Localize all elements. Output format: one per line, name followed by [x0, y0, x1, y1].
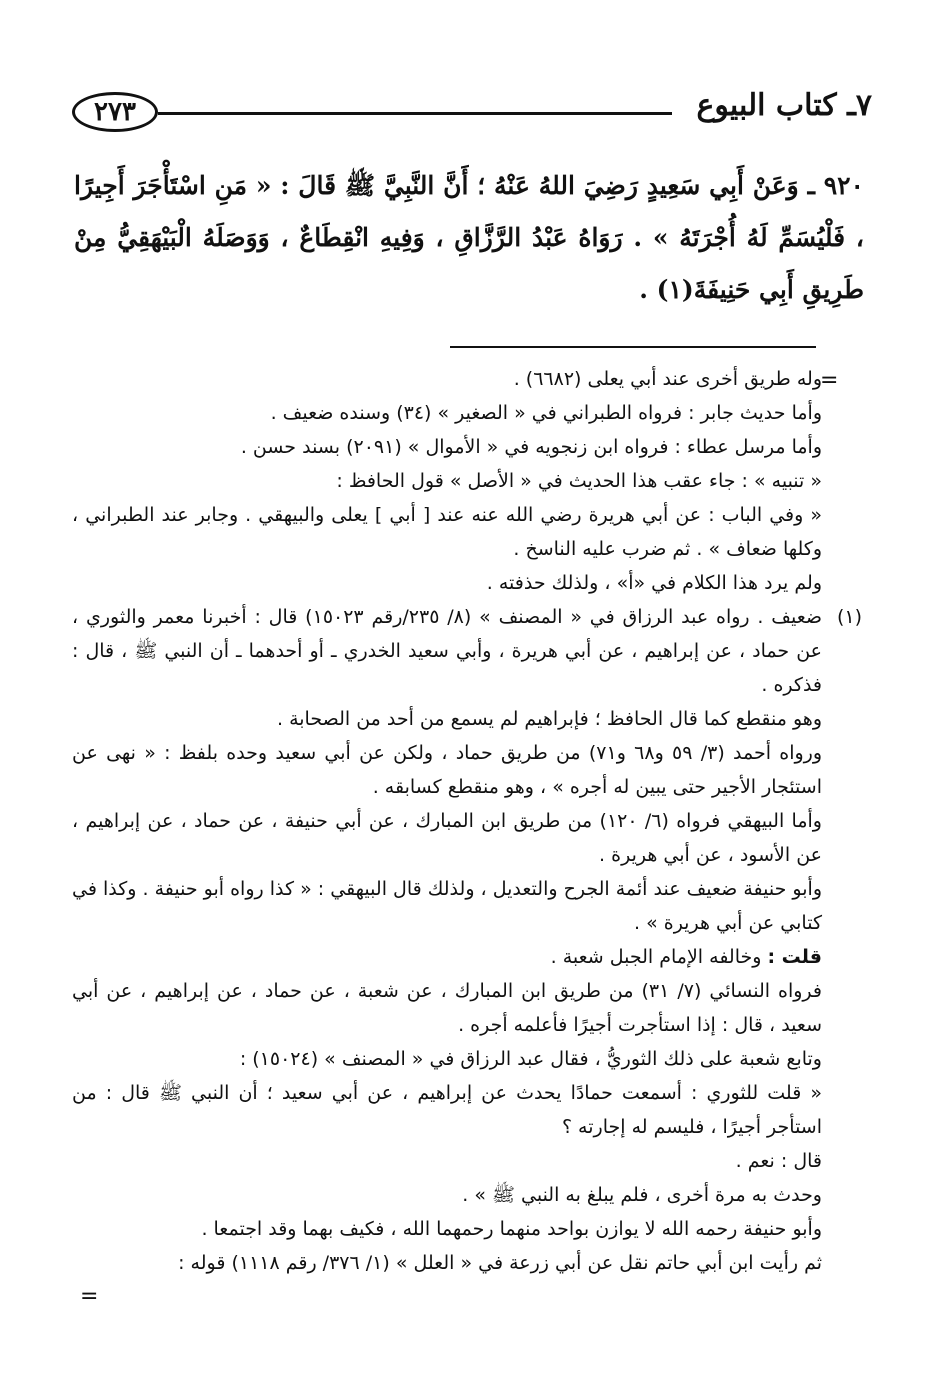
hadith-text-block — [74, 160, 864, 316]
footnote-1 — [72, 600, 862, 702]
prev-footnote-line: « تنبيه » : جاء عقب هذا الحديث في « الأصل » قول الحافظ : — [336, 470, 822, 492]
prev-footnote-line: وأما حديث جابر : فرواه الطبراني في « الصغير » (٣٤) وسنده ضعيف . — [270, 402, 822, 424]
footnote-separator — [450, 346, 816, 348]
prev-footnote-line: ولم يرد هذا الكلام في «أ» ، ولذلك حذفته . — [486, 572, 822, 594]
qultu-line — [72, 940, 862, 974]
continuation-mark-top: = — [820, 368, 839, 393]
footnote-paragraph: وهو منقطع كما قال الحافظ ؛ فإبراهيم لم يسمع من أحد من الصحابة . — [277, 708, 822, 730]
prev-footnote-line: « وفي الباب : عن أبي هريرة رضي الله عنه عند [ أبي ] يعلى والبيهقي . وجابر عند الطبراني ، وكلها ضعاف » . ثم ضرب عليه الناسخ . — [72, 504, 822, 560]
footnote-paragraph: وحدث به مرة أخرى ، فلم يبلغ به النبي ﷺ » . — [462, 1184, 822, 1206]
prev-footnote-line: وأما مرسل عطاء : فرواه ابن زنجويه في « الأموال » (٢٠٩١) بسند حسن . — [240, 436, 822, 458]
footnote-paragraph: فرواه النسائي (٧/ ٣١) من طريق ابن المبارك ، عن شعبة ، عن حماد ، عن إبراهيم ، عن أبي سعيد ، قال : إذا استأجرت أجيرًا فأعلمه أجره . — [72, 980, 822, 1036]
page-header — [72, 88, 872, 144]
continuation-mark-bottom: = — [80, 1284, 99, 1309]
footnote-paragraph: وأبو حنيفة ضعيف عند أئمة الجرح والتعديل ، ولذلك قال البيهقي : « كذا رواه أبو حنيفة . وكذا في كتابي عن أبي هريرة » . — [72, 878, 822, 934]
footnote-paragraph: ضعيف . رواه عبد الرزاق في « المصنف » (٨/ ٢٣٥/رقم ١٥٠٢٣) قال : أخبرنا معمر والثوري ، عن حماد ، عن إبراهيم ، عن أبي هريرة ، وأبي سعيد الخدري ـ أو أحدهما ـ أن النبي ﷺ ، قال : فذكره . — [72, 606, 823, 696]
footnote-paragraph: وأما البيهقي فرواه (٦/ ١٢٠) من طريق ابن المبارك ، عن أبي حنيفة ، عن حماد ، عن إبراهيم ، عن الأسود ، عن أبي هريرة . — [72, 810, 822, 866]
qultu-text: وخالفه الإمام الجبل شعبة . — [550, 946, 768, 968]
footnote-paragraph: وأبو حنيفة رحمه الله لا يوازن بواحد منهما رحمهما الله ، فكيف بهما وقد اجتمعا . — [201, 1218, 822, 1240]
footnotes — [72, 362, 862, 1280]
footnote-paragraph: وتابع شعبة على ذلك الثوريُّ ، فقال عبد الرزاق في « المصنف » (١٥٠٢٤) : — [239, 1048, 822, 1070]
qultu-label: قلت : — [767, 946, 822, 968]
footnote-paragraph: « قلت للثوري : أسمعت حمادًا يحدث عن إبراهيم ، عن أبي سعيد ؛ أن النبي ﷺ قال : من استأجر أجيرًا ، فليسم له إجارته ؟ — [72, 1082, 822, 1138]
chapter-title: ٧ـ كتاب البيوع — [696, 88, 872, 123]
footnote-paragraph: ورواه أحمد (٣/ ٥٩ و٦٨ و٧١) من طريق حماد ، ولكن عن أبي سعيد وحده بلفظ : « نهى عن استئجار الأجير حتى يبين له أجره » ، وهو منقطع كسابقه . — [72, 742, 823, 798]
footnote-paragraph: قال : نعم . — [735, 1150, 822, 1172]
footnote-marker: (١) — [836, 606, 862, 628]
header-rule — [158, 112, 672, 115]
page-number: ٢٧٣ — [72, 92, 158, 132]
prev-footnote-line: وله طريق أخرى عند أبي يعلى (٦٦٨٢) . — [513, 368, 822, 390]
hadith-text: ٩٢٠ ـ وَعَنْ أَبِي سَعِيدٍ رَضِيَ اللهُ عَنْهُ ؛ أَنَّ النَّبِيَّ ﷺ قَالَ : « مَنِ اسْتَأْجَرَ أَجِيرًا ، فَلْيُسَمِّ لَهُ أُجْرَتَهُ » . رَوَاهُ عَبْدُ الرَّزَّاقِ ، وَفِيهِ انْقِطَاعٌ ، وَوَصَلَهُ الْبَيْهَقِيُّ مِنْ طَرِيقِ أَبِي حَنِيفَةَ(١) . — [74, 171, 864, 304]
footnote-paragraph: ثم رأيت ابن أبي حاتم نقل عن أبي زرعة في « العلل » (١/ ٣٧٦/ رقم ١١١٨) قوله : — [178, 1252, 822, 1274]
